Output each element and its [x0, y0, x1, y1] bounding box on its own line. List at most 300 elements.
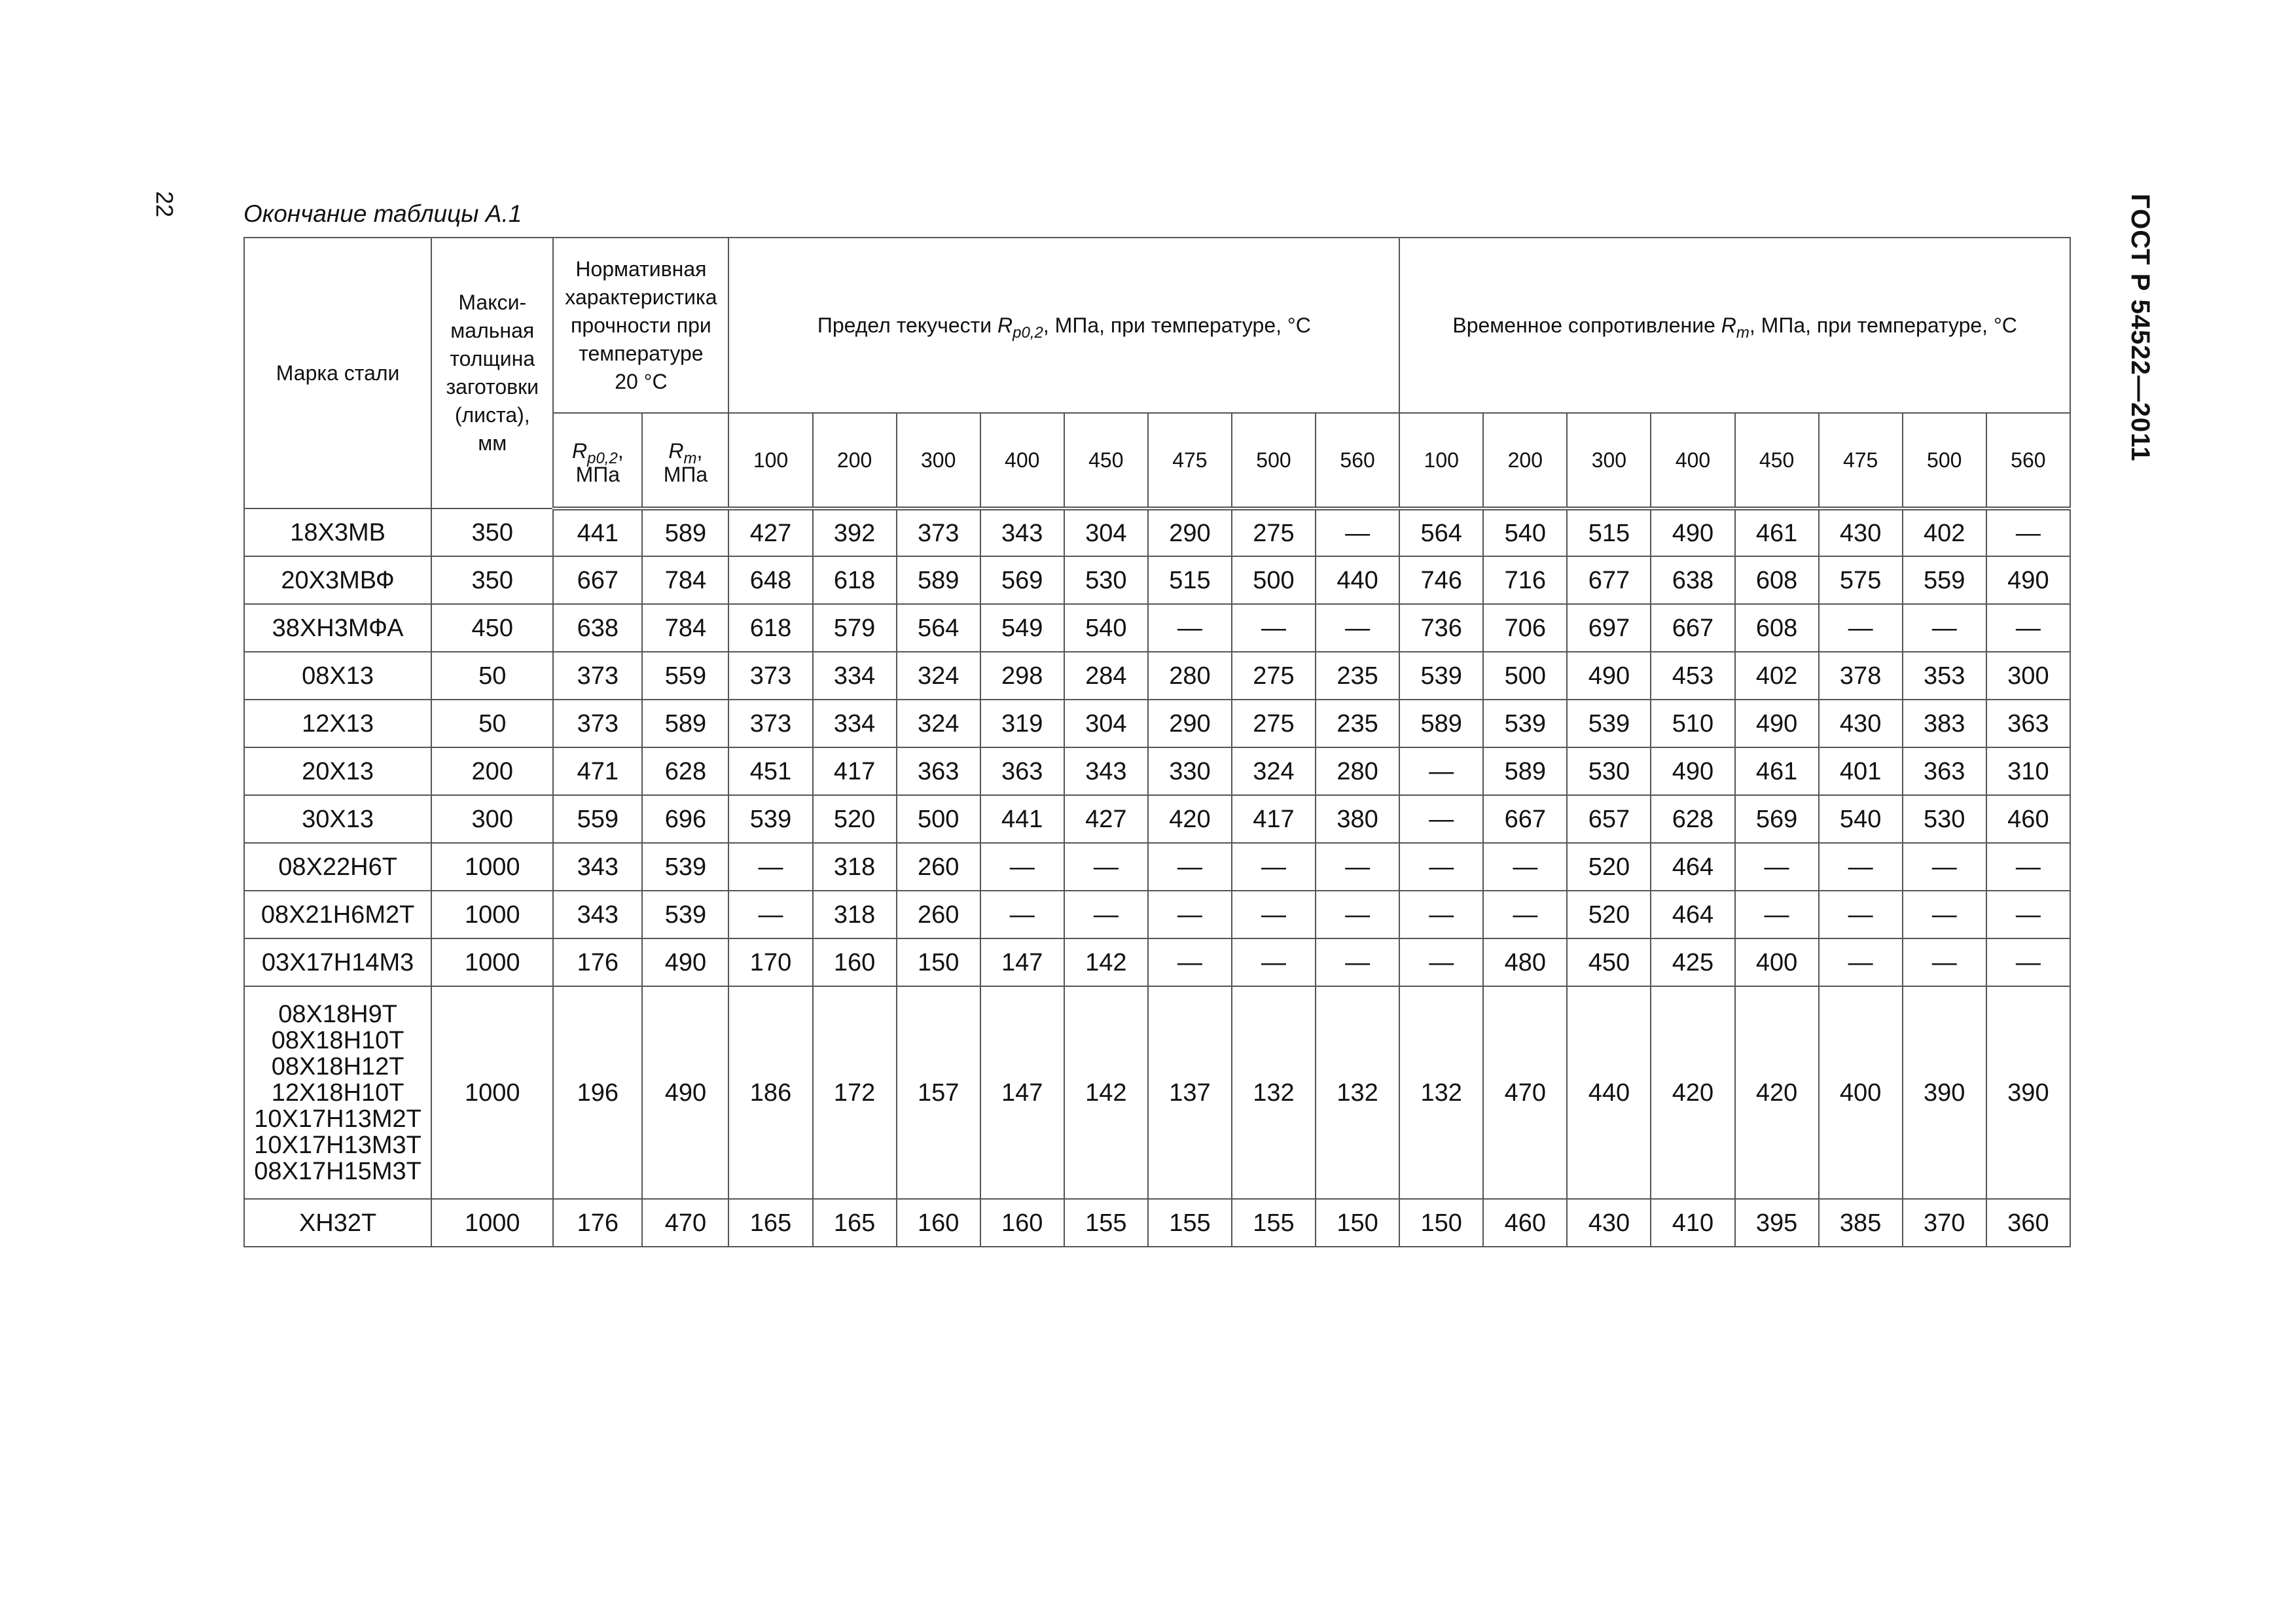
steel-grade: 30Х13	[302, 805, 374, 833]
table-row	[244, 843, 2070, 891]
value-cell: 392	[813, 508, 897, 556]
value-cell: 324	[1232, 747, 1316, 795]
value-cell: 304	[1064, 700, 1148, 747]
value-cell: 539	[1567, 700, 1651, 747]
header-normative	[553, 238, 728, 413]
header-max-thickness-line: Макси-	[458, 291, 527, 314]
value-cell: 298	[980, 652, 1064, 700]
steel-grade: 08Х13	[302, 662, 374, 690]
steel-grade: 08Х22Н6Т	[278, 853, 397, 881]
value-cell: 280	[1316, 747, 1399, 795]
value-cell: 559	[1903, 556, 1986, 604]
value-cell: —	[1232, 891, 1316, 938]
header-tensile-text: Временное сопротивление	[1452, 313, 1721, 337]
value-cell: 132	[1232, 986, 1316, 1199]
value-cell: 304	[1064, 508, 1148, 556]
value-cell: 150	[897, 938, 980, 986]
value-cell: 147	[980, 986, 1064, 1199]
header-yield-symbol: R	[997, 313, 1013, 337]
value-cell: —	[1986, 891, 2070, 938]
value-cell: 1000	[431, 891, 553, 938]
value-cell: 589	[897, 556, 980, 604]
steel-grade: 12Х13	[302, 709, 374, 738]
value-cell: 784	[642, 604, 728, 652]
value-cell: 172	[813, 986, 897, 1199]
value-cell: 343	[1064, 747, 1148, 795]
value-cell: 464	[1651, 891, 1734, 938]
header-tensile-temp: 560	[1986, 413, 2070, 508]
value-cell: 589	[1399, 700, 1483, 747]
value-cell: 430	[1819, 700, 1903, 747]
value-cell: 589	[642, 700, 728, 747]
value-cell: 280	[1148, 652, 1232, 700]
value-cell: —	[1819, 938, 1903, 986]
value-cell: 648	[728, 556, 812, 604]
value-cell: —	[1148, 843, 1232, 891]
steel-grade-cell	[244, 795, 431, 843]
value-cell: 155	[1232, 1199, 1316, 1247]
value-cell: 290	[1148, 700, 1232, 747]
value-cell: 589	[1483, 747, 1567, 795]
value-cell: 470	[1483, 986, 1567, 1199]
value-cell: 549	[980, 604, 1064, 652]
value-cell: 400	[1735, 938, 1819, 986]
steel-grade-cell	[244, 938, 431, 986]
header-grade: Марка стали	[244, 238, 431, 508]
value-cell: 275	[1232, 508, 1316, 556]
header-normative-line: 20 °С	[615, 369, 668, 393]
value-cell: 373	[728, 652, 812, 700]
value-cell: —	[980, 843, 1064, 891]
value-cell: 334	[813, 700, 897, 747]
value-cell: 155	[1148, 1199, 1232, 1247]
value-cell: 350	[431, 556, 553, 604]
header-rm-subscript: m	[683, 449, 697, 467]
table-row	[244, 652, 2070, 700]
value-cell: 363	[1903, 747, 1986, 795]
value-cell: 716	[1483, 556, 1567, 604]
value-cell: 275	[1232, 700, 1316, 747]
value-cell: —	[980, 891, 1064, 938]
value-cell: 417	[813, 747, 897, 795]
value-cell: 290	[1148, 508, 1232, 556]
value-cell: 318	[813, 891, 897, 938]
value-cell: 490	[1651, 508, 1734, 556]
value-cell: 520	[1567, 843, 1651, 891]
header-rm-symbol: R	[668, 438, 684, 463]
value-cell: 540	[1483, 508, 1567, 556]
value-cell: 165	[728, 1199, 812, 1247]
value-cell: 196	[553, 986, 642, 1199]
standard-code: ГОСТ Р 54522—2011	[2126, 194, 2155, 462]
value-cell: 520	[1567, 891, 1651, 938]
value-cell: 440	[1316, 556, 1399, 604]
steel-grade-cell	[244, 652, 431, 700]
value-cell: 50	[431, 652, 553, 700]
value-cell: 350	[431, 508, 553, 556]
value-cell: 176	[553, 1199, 642, 1247]
value-cell: 697	[1567, 604, 1651, 652]
value-cell: —	[1903, 843, 1986, 891]
value-cell: 510	[1651, 700, 1734, 747]
header-yield-temp: 450	[1064, 413, 1148, 508]
value-cell: 318	[813, 843, 897, 891]
value-cell: 142	[1064, 938, 1148, 986]
value-cell: 657	[1567, 795, 1651, 843]
header-tensile-subscript: m	[1736, 323, 1749, 342]
steel-grade-cell	[244, 556, 431, 604]
value-cell: 736	[1399, 604, 1483, 652]
value-cell: 417	[1232, 795, 1316, 843]
value-cell: 461	[1735, 508, 1819, 556]
value-cell: —	[1986, 508, 2070, 556]
value-cell: 461	[1735, 747, 1819, 795]
value-cell: 667	[1651, 604, 1734, 652]
value-cell: —	[1483, 891, 1567, 938]
steel-grade: 08Х21Н6М2Т	[260, 901, 415, 929]
value-cell: 235	[1316, 652, 1399, 700]
value-cell: 235	[1316, 700, 1399, 747]
value-cell: 559	[553, 795, 642, 843]
header-tensile-temp: 200	[1483, 413, 1567, 508]
value-cell: —	[1316, 891, 1399, 938]
value-cell: —	[1735, 843, 1819, 891]
steel-grade: 12Х18Н10Т	[271, 1079, 404, 1107]
value-cell: 1000	[431, 1199, 553, 1247]
value-cell: 564	[897, 604, 980, 652]
value-cell: —	[1903, 604, 1986, 652]
value-cell: 490	[1735, 700, 1819, 747]
value-cell: 430	[1819, 508, 1903, 556]
value-cell: 440	[1567, 986, 1651, 1199]
value-cell: 540	[1819, 795, 1903, 843]
value-cell: 784	[642, 556, 728, 604]
value-cell: 363	[897, 747, 980, 795]
header-normative-line: характеристика	[565, 285, 717, 309]
value-cell: 441	[980, 795, 1064, 843]
value-cell: 284	[1064, 652, 1148, 700]
value-cell: 539	[1399, 652, 1483, 700]
value-cell: 451	[728, 747, 812, 795]
value-cell: 540	[1064, 604, 1148, 652]
table-row	[244, 891, 2070, 938]
value-cell: 373	[553, 700, 642, 747]
header-max-thickness-line: мальная	[450, 319, 535, 342]
header-yield-temp: 300	[897, 413, 980, 508]
table-row	[244, 700, 2070, 747]
steel-grade-cell	[244, 604, 431, 652]
header-yield-temp: 500	[1232, 413, 1316, 508]
value-cell: 427	[728, 508, 812, 556]
value-cell: 441	[553, 508, 642, 556]
value-cell: 746	[1399, 556, 1483, 604]
value-cell: —	[1232, 843, 1316, 891]
value-cell: 310	[1986, 747, 2070, 795]
value-cell: —	[1232, 604, 1316, 652]
value-cell: —	[1819, 604, 1903, 652]
value-cell: 137	[1148, 986, 1232, 1199]
value-cell: 373	[897, 508, 980, 556]
value-cell: 160	[813, 938, 897, 986]
value-cell: —	[1903, 891, 1986, 938]
steel-grade-cell	[244, 986, 431, 1199]
value-cell: 343	[553, 843, 642, 891]
value-cell: 677	[1567, 556, 1651, 604]
header-tensile-temp: 400	[1651, 413, 1734, 508]
header-yield-temp: 100	[728, 413, 812, 508]
header-rp02	[553, 413, 642, 508]
value-cell: 500	[1232, 556, 1316, 604]
value-cell: 569	[980, 556, 1064, 604]
value-cell: 390	[1903, 986, 1986, 1199]
header-rp02-comma: ,	[617, 438, 624, 463]
value-cell: 200	[431, 747, 553, 795]
table-row	[244, 795, 2070, 843]
value-cell: 400	[1819, 986, 1903, 1199]
value-cell: 385	[1819, 1199, 1903, 1247]
steel-grade-cell	[244, 747, 431, 795]
steel-grade: 38ХН3МФА	[272, 614, 404, 642]
header-tensile-temp: 100	[1399, 413, 1483, 508]
value-cell: 500	[897, 795, 980, 843]
value-cell: —	[1399, 795, 1483, 843]
value-cell: —	[1148, 938, 1232, 986]
value-cell: —	[728, 891, 812, 938]
value-cell: 608	[1735, 604, 1819, 652]
value-cell: —	[1903, 938, 1986, 986]
steel-grade: 08Х17Н15М3Т	[254, 1157, 422, 1185]
value-cell: 618	[813, 556, 897, 604]
header-tensile-temp: 500	[1903, 413, 1986, 508]
header-yield-strength	[728, 238, 1399, 413]
header-normative-line: температуре	[579, 341, 704, 365]
value-cell: 402	[1735, 652, 1819, 700]
steel-grade-cell	[244, 1199, 431, 1247]
value-cell: 50	[431, 700, 553, 747]
properties-table	[243, 237, 2071, 1247]
value-cell: 165	[813, 1199, 897, 1247]
value-cell: 370	[1903, 1199, 1986, 1247]
value-cell: 157	[897, 986, 980, 1199]
header-yield-temp: 475	[1148, 413, 1232, 508]
value-cell: —	[1064, 891, 1148, 938]
value-cell: —	[1819, 891, 1903, 938]
header-yield-subscript: p0,2	[1013, 323, 1043, 342]
value-cell: 390	[1986, 986, 2070, 1199]
value-cell: 638	[1651, 556, 1734, 604]
value-cell: 706	[1483, 604, 1567, 652]
value-cell: 539	[1483, 700, 1567, 747]
table-row	[244, 1199, 2070, 1247]
value-cell: 618	[728, 604, 812, 652]
value-cell: 464	[1651, 843, 1734, 891]
steel-grade: 20Х3МВФ	[281, 566, 395, 594]
value-cell: —	[1232, 938, 1316, 986]
header-tensile-strength	[1399, 238, 2070, 413]
value-cell: 539	[642, 843, 728, 891]
steel-grade-cell	[244, 843, 431, 891]
table-row	[244, 986, 2070, 1199]
value-cell: 425	[1651, 938, 1734, 986]
value-cell: 1000	[431, 986, 553, 1199]
value-cell: —	[1148, 891, 1232, 938]
header-tensile-temp: 300	[1567, 413, 1651, 508]
value-cell: 343	[980, 508, 1064, 556]
value-cell: 170	[728, 938, 812, 986]
value-cell: —	[1483, 843, 1567, 891]
value-cell: 132	[1399, 986, 1483, 1199]
table-row	[244, 508, 2070, 556]
table-caption: Окончание таблицы А.1	[243, 200, 522, 227]
value-cell: 160	[980, 1199, 1064, 1247]
value-cell: 539	[728, 795, 812, 843]
value-cell: 402	[1903, 508, 1986, 556]
value-cell: 530	[1903, 795, 1986, 843]
value-cell: 420	[1651, 986, 1734, 1199]
value-cell: 539	[642, 891, 728, 938]
value-cell: 353	[1903, 652, 1986, 700]
value-cell: 608	[1735, 556, 1819, 604]
value-cell: 460	[1986, 795, 2070, 843]
table-body	[244, 508, 2070, 1247]
value-cell: 142	[1064, 986, 1148, 1199]
value-cell: 450	[1567, 938, 1651, 986]
value-cell: 569	[1735, 795, 1819, 843]
header-normative-line: Нормативная	[575, 257, 707, 281]
steel-grade: 20Х13	[302, 757, 374, 785]
value-cell: —	[1986, 938, 2070, 986]
header-rm-unit: МПа	[663, 462, 708, 486]
value-cell: 260	[897, 843, 980, 891]
value-cell: 330	[1148, 747, 1232, 795]
value-cell: 638	[553, 604, 642, 652]
value-cell: 324	[897, 700, 980, 747]
value-cell: 579	[813, 604, 897, 652]
header-tensile-symbol: R	[1721, 313, 1736, 337]
value-cell: 395	[1735, 1199, 1819, 1247]
value-cell: 260	[897, 891, 980, 938]
steel-grade: 18Х3МВ	[290, 518, 386, 546]
value-cell: 410	[1651, 1199, 1734, 1247]
table-row	[244, 938, 2070, 986]
value-cell: 383	[1903, 700, 1986, 747]
value-cell: —	[728, 843, 812, 891]
value-cell: 564	[1399, 508, 1483, 556]
value-cell: 1000	[431, 843, 553, 891]
value-cell: 530	[1064, 556, 1148, 604]
header-yield-text-end: , МПа, при температуре, °С	[1043, 313, 1311, 337]
header-max-thickness-line: заготовки	[446, 375, 539, 399]
value-cell: —	[1986, 604, 2070, 652]
header-rp02-subscript: p0,2	[587, 449, 618, 467]
value-cell: 471	[553, 747, 642, 795]
value-cell: 490	[1651, 747, 1734, 795]
header-tensile-temp: 475	[1819, 413, 1903, 508]
value-cell: 696	[642, 795, 728, 843]
value-cell: 300	[1986, 652, 2070, 700]
header-rp02-unit: МПа	[575, 462, 620, 486]
value-cell: 324	[897, 652, 980, 700]
value-cell: 334	[813, 652, 897, 700]
value-cell: 520	[813, 795, 897, 843]
value-cell: 460	[1483, 1199, 1567, 1247]
steel-grade: 08Х18Н9Т	[278, 1000, 397, 1028]
header-normative-line: прочности при	[571, 313, 711, 337]
value-cell: 430	[1567, 1199, 1651, 1247]
value-cell: 373	[553, 652, 642, 700]
steel-grade-cell	[244, 700, 431, 747]
value-cell: 420	[1148, 795, 1232, 843]
header-yield-temp: 400	[980, 413, 1064, 508]
value-cell: —	[1986, 843, 2070, 891]
value-cell: —	[1399, 843, 1483, 891]
value-cell: 363	[980, 747, 1064, 795]
header-yield-temp: 560	[1316, 413, 1399, 508]
value-cell: 515	[1148, 556, 1232, 604]
header-tensile-text-end: , МПа, при температуре, °С	[1749, 313, 2017, 337]
value-cell: 160	[897, 1199, 980, 1247]
header-rm	[642, 413, 728, 508]
value-cell: 300	[431, 795, 553, 843]
value-cell: 401	[1819, 747, 1903, 795]
value-cell: 575	[1819, 556, 1903, 604]
value-cell: 500	[1483, 652, 1567, 700]
value-cell: —	[1316, 604, 1399, 652]
header-max-thickness-line: мм	[478, 431, 507, 455]
value-cell: 155	[1064, 1199, 1148, 1247]
steel-grade-cell	[244, 508, 431, 556]
value-cell: —	[1316, 938, 1399, 986]
header-rp02-symbol: R	[571, 438, 588, 463]
header-rm-comma: ,	[696, 438, 703, 463]
value-cell: 453	[1651, 652, 1734, 700]
value-cell: 450	[431, 604, 553, 652]
value-cell: 150	[1399, 1199, 1483, 1247]
value-cell: 147	[980, 938, 1064, 986]
value-cell: —	[1316, 508, 1399, 556]
value-cell: 1000	[431, 938, 553, 986]
value-cell: 420	[1735, 986, 1819, 1199]
header-max-thickness	[431, 238, 553, 508]
header-max-thickness-line: (листа),	[454, 403, 530, 427]
value-cell: 628	[1651, 795, 1734, 843]
value-cell: 275	[1232, 652, 1316, 700]
header-tensile-temp: 450	[1735, 413, 1819, 508]
value-cell: —	[1399, 747, 1483, 795]
value-cell: 360	[1986, 1199, 2070, 1247]
header-max-thickness-line: толщина	[450, 347, 535, 370]
header-yield-temp: 200	[813, 413, 897, 508]
value-cell: 343	[553, 891, 642, 938]
value-cell: 373	[728, 700, 812, 747]
value-cell: 363	[1986, 700, 2070, 747]
value-cell: 132	[1316, 986, 1399, 1199]
value-cell: 470	[642, 1199, 728, 1247]
steel-grade: 03Х17Н14М3	[261, 948, 414, 976]
value-cell: 589	[642, 508, 728, 556]
value-cell: 380	[1316, 795, 1399, 843]
value-cell: 378	[1819, 652, 1903, 700]
value-cell: 559	[642, 652, 728, 700]
value-cell: 150	[1316, 1199, 1399, 1247]
value-cell: —	[1399, 938, 1483, 986]
value-cell: 490	[1567, 652, 1651, 700]
value-cell: 319	[980, 700, 1064, 747]
value-cell: —	[1735, 891, 1819, 938]
value-cell: —	[1819, 843, 1903, 891]
value-cell: 667	[1483, 795, 1567, 843]
value-cell: 480	[1483, 938, 1567, 986]
